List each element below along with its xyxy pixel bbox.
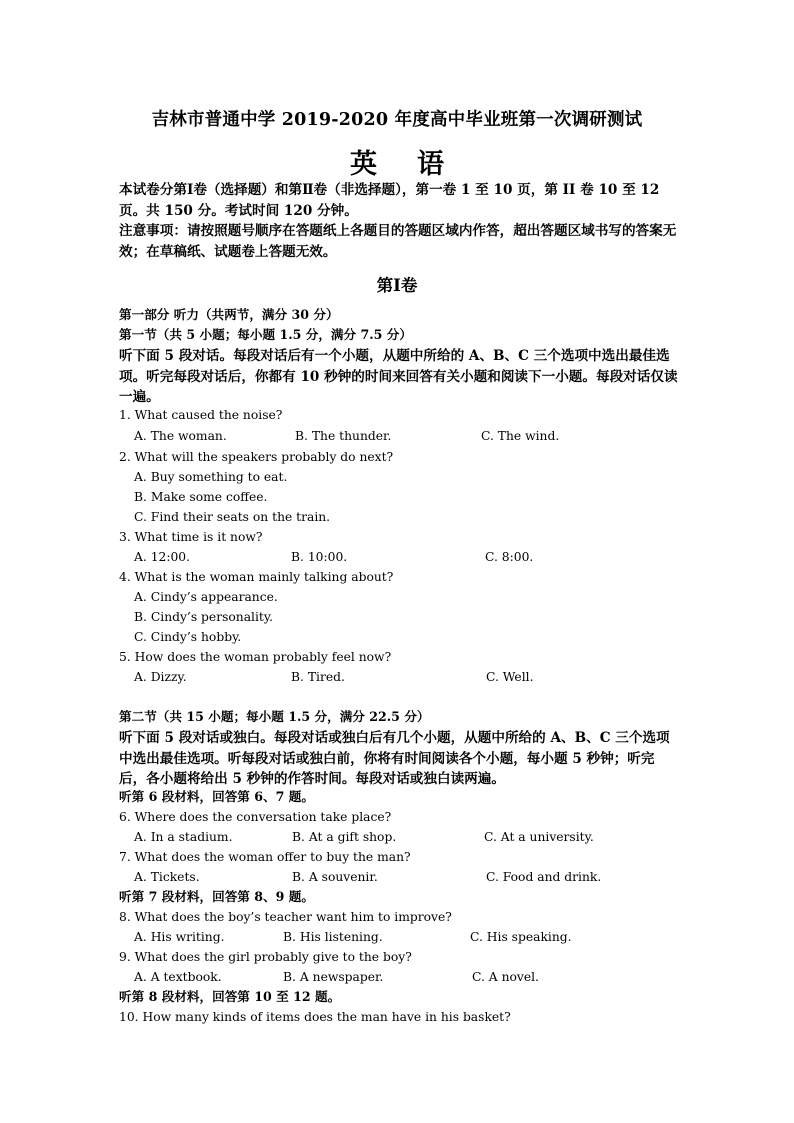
q3-option-b: B. 10:00. — [291, 550, 348, 564]
q9-option-c: C. A novel. — [472, 970, 539, 984]
q7-option-a: A. Tickets. — [134, 870, 200, 884]
question-1: 1. What caused the noise? — [119, 408, 283, 422]
question-6: 6. Where does the conversation take place? — [119, 810, 392, 824]
material-6-heading: 听第 6 段材料，回答第 6、7 题。 — [119, 789, 314, 804]
q5-option-c: C. Well. — [486, 670, 534, 684]
exam-title: 吉林市普通中学 2019-2020 年度高中毕业班第一次调研测试 — [151, 110, 643, 130]
intro-paragraph-2: 注意事项：请按照题号顺序在答题纸上各题目的答题区域内作答，超出答题区域书写的答案无效；在草稿纸、试题卷上答题无效。 — [119, 223, 677, 260]
q8-option-c: C. His speaking. — [470, 930, 572, 944]
q3-option-c: C. 8:00. — [485, 550, 534, 564]
q4-option-c: C. Cindy’s hobby. — [134, 630, 242, 644]
q1-option-c: C. The wind. — [481, 429, 560, 443]
q3-option-a: A. 12:00. — [134, 550, 191, 564]
q2-option-b: B. Make some coffee. — [134, 490, 268, 504]
q5-option-a: A. Dizzy. — [134, 670, 187, 684]
q6-option-c: C. At a university. — [484, 830, 594, 844]
subject-title: 英语 — [350, 149, 484, 180]
question-3: 3. What time is it now? — [119, 530, 263, 544]
q7-option-c: C. Food and drink. — [486, 870, 602, 884]
q7-option-b: B. A souvenir. — [292, 870, 378, 884]
q5-option-b: B. Tired. — [291, 670, 345, 684]
section1-heading: 第一节（共 5 小题；每小题 1.5 分，满分 7.5 分） — [119, 327, 412, 342]
q1-option-a: A. The woman. — [134, 429, 227, 443]
question-9: 9. What does the girl probably give to the boy? — [119, 950, 412, 964]
q4-option-a: A. Cindy’s appearance. — [134, 590, 278, 604]
question-2: 2. What will the speakers probably do next? — [119, 450, 394, 464]
q8-option-a: A. His writing. — [134, 930, 225, 944]
question-8: 8. What does the boy’s teacher want him to improve? — [119, 910, 452, 924]
part1-heading: 第一部分 听力（共两节，满分 30 分） — [119, 307, 339, 322]
question-10: 10. How many kinds of items does the man have in his basket? — [119, 1010, 511, 1024]
intro-paragraph-1: 本试卷分第Ⅰ卷（选择题）和第Ⅱ卷（非选择题），第一卷 1 至 10 页，第 II 卷 10 至 12 页。共 150 分。考试时间 120 分钟。 — [119, 182, 660, 219]
question-7: 7. What does the woman offer to buy the man? — [119, 850, 411, 864]
section2-instructions: 听下面 5 段对话或独白。每段对话或独白后有几个小题，从题中所给的 A、B、C 三个选项中选出最佳选项。听每段对话或独白前，你将有时间阅读各个小题，每小题 5 秒钟；听完后，各小题将给出 5 秒钟的作答时间。每段对话或独白读两遍。 — [119, 730, 670, 787]
q9-option-b: B. A newspaper. — [283, 970, 384, 984]
q8-option-b: B. His listening. — [283, 930, 383, 944]
question-5: 5. How does the woman probably feel now? — [119, 650, 392, 664]
q1-option-b: B. The thunder. — [295, 429, 392, 443]
q2-option-c: C. Find their seats on the train. — [134, 510, 331, 524]
q2-option-a: A. Buy something to eat. — [134, 470, 288, 484]
volume-title: 第Ⅰ卷 — [376, 276, 418, 295]
q6-option-b: B. At a gift shop. — [292, 830, 397, 844]
material-8-heading: 听第 8 段材料，回答第 10 至 12 题。 — [119, 989, 341, 1004]
section1-instructions: 听下面 5 段对话。每段对话后有一个小题，从题中所给的 A、B、C 三个选项中选出最佳选项。听完每段对话后，你都有 10 秒钟的时间来回答有关小题和阅读下一小题。每段对话仅读一遍。 — [119, 348, 678, 405]
q4-option-b: B. Cindy’s personality. — [134, 610, 274, 624]
q9-option-a: A. A textbook. — [134, 970, 222, 984]
q6-option-a: A. In a stadium. — [134, 830, 233, 844]
section2-heading: 第二节（共 15 小题；每小题 1.5 分，满分 22.5 分） — [119, 709, 430, 724]
material-7-heading: 听第 7 段材料，回答第 8、9 题。 — [119, 889, 314, 904]
question-4: 4. What is the woman mainly talking about? — [119, 570, 394, 584]
